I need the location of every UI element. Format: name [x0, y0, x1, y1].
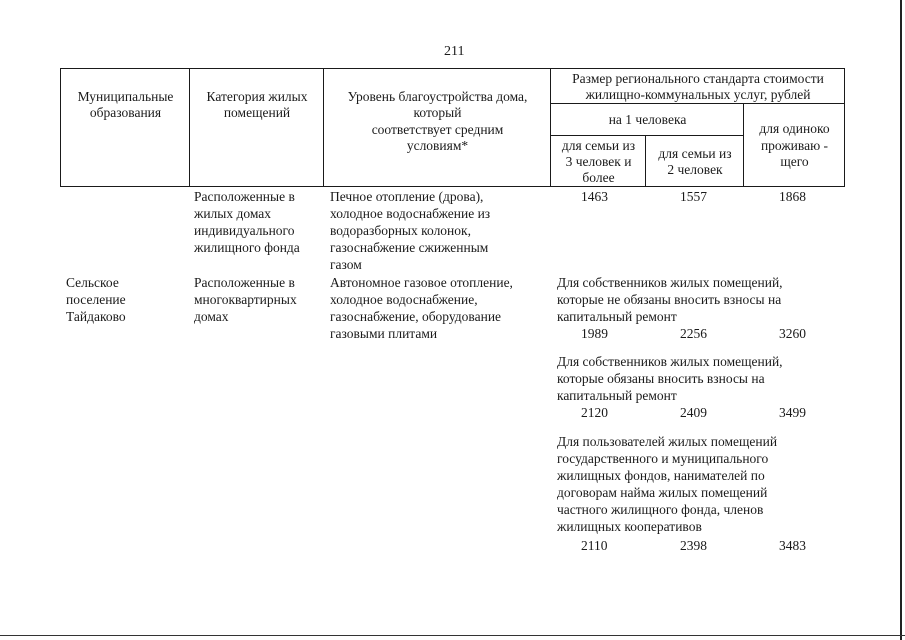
- header-per-person: на 1 человека: [608, 112, 687, 127]
- scan-edge-bottom: [0, 635, 905, 636]
- page-number: 211: [444, 44, 465, 59]
- scan-edge: [900, 0, 902, 640]
